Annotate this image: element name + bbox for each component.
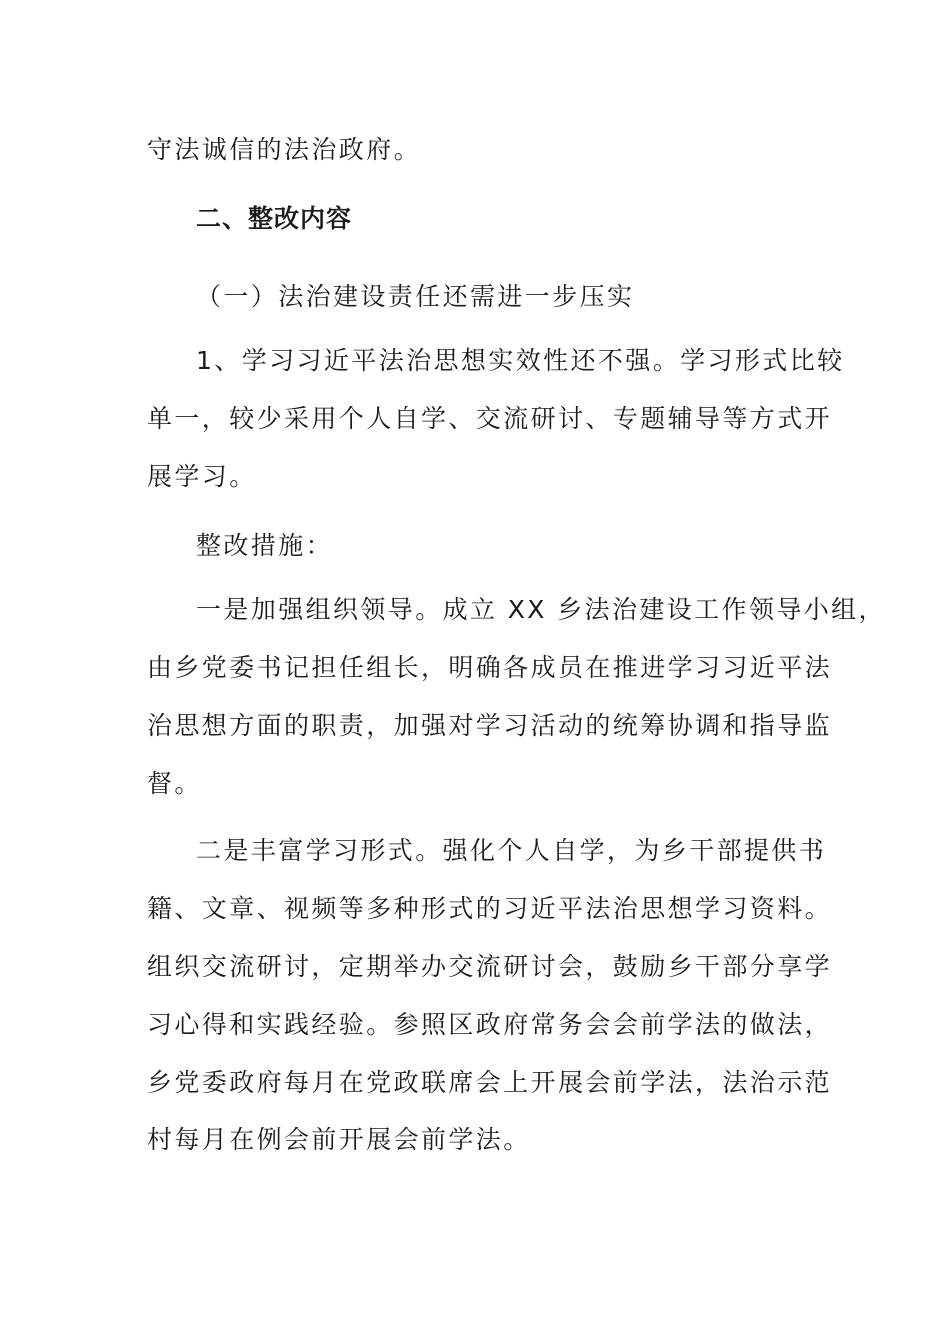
- paragraph-line: 乡党委政府每月在党政联席会上开展会前学法，法治示范: [147, 1068, 833, 1097]
- paragraph-line: 村每月在例会前开展会前学法。: [147, 1125, 531, 1154]
- paragraph-line: 治思想方面的职责，加强对学习活动的统筹协调和指导监: [147, 711, 833, 740]
- paragraph-line: 二是丰富学习形式。强化个人自学，为乡干部提供书: [196, 836, 827, 865]
- paragraph-line: 1、学习习近平法治思想实效性还不强。学习形式比较: [196, 346, 845, 375]
- subsection-heading: （一）法治建设责任还需进一步压实: [196, 282, 635, 311]
- paragraph-intro-tail: 守法诚信的法治政府。: [147, 135, 422, 164]
- paragraph-line: 由乡党委书记担任组长，明确各成员在推进学习习近平法: [147, 653, 833, 682]
- paragraph-line: 一是加强组织领导。成立 XX 乡法治建设工作领导小组，: [196, 595, 886, 624]
- paragraph-line: 单一，较少采用个人自学、交流研讨、专题辅导等方式开: [147, 404, 833, 433]
- paragraph-line: 组织交流研讨，定期举办交流研讨会，鼓励乡干部分享学: [147, 952, 833, 981]
- measures-label: 整改措施：: [196, 531, 334, 560]
- paragraph-line: 习心得和实践经验。参照区政府常务会会前学法的做法，: [147, 1010, 833, 1039]
- section-heading: 二、整改内容: [196, 204, 353, 233]
- paragraph-line: 籍、文章、视频等多种形式的习近平法治思想学习资料。: [147, 894, 833, 923]
- paragraph-line: 督。: [147, 769, 202, 798]
- paragraph-line: 展学习。: [147, 462, 257, 491]
